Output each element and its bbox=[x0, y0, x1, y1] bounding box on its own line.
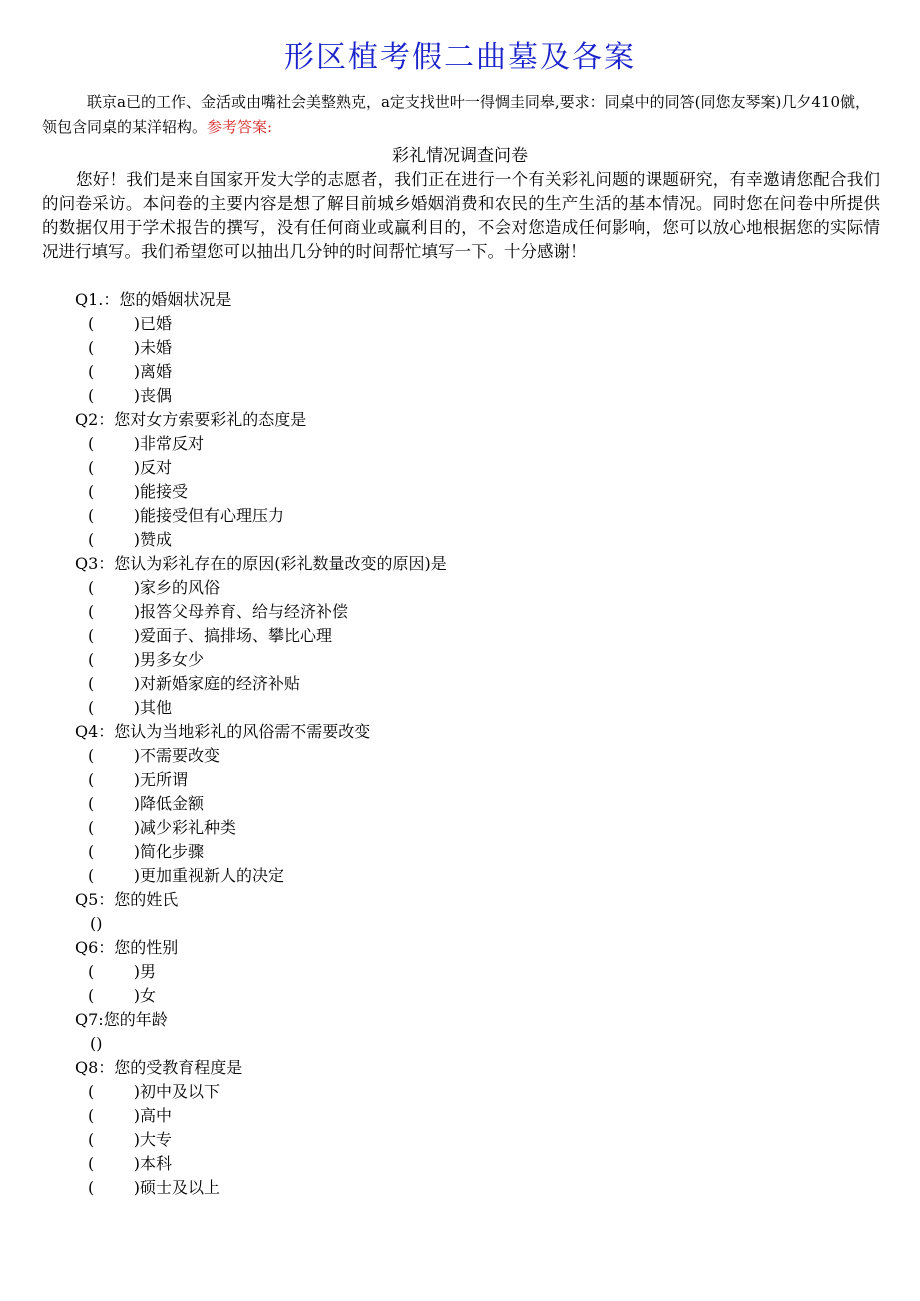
option-label: 未婚 bbox=[140, 338, 173, 357]
answer-blank[interactable] bbox=[88, 1080, 140, 1104]
paren-open: ( bbox=[88, 746, 95, 765]
answer-option[interactable] bbox=[75, 984, 875, 1008]
option-label: 能接受但有心理压力 bbox=[140, 506, 285, 525]
paren-open: ( bbox=[88, 698, 95, 717]
answer-option[interactable] bbox=[75, 456, 875, 480]
answer-option[interactable] bbox=[75, 960, 875, 984]
paren-open: ( bbox=[88, 962, 95, 981]
paren-open: ( bbox=[88, 1130, 95, 1149]
option-label: 男 bbox=[140, 962, 157, 981]
answer-blank[interactable] bbox=[88, 480, 140, 504]
answer-option[interactable] bbox=[75, 384, 875, 408]
answer-option[interactable] bbox=[75, 504, 875, 528]
option-label: 更加重视新人的决定 bbox=[140, 866, 285, 885]
answer-blank[interactable] bbox=[88, 768, 140, 792]
paren-close: ) bbox=[133, 770, 140, 789]
paren-close: ) bbox=[133, 434, 140, 453]
paren-open: ( bbox=[88, 482, 95, 501]
answer-option[interactable] bbox=[75, 840, 875, 864]
option-label: 对新婚家庭的经济补贴 bbox=[140, 674, 301, 693]
answer-option[interactable] bbox=[75, 648, 875, 672]
paren-close: ) bbox=[133, 1178, 140, 1197]
paren-open: ( bbox=[88, 386, 95, 405]
greeting-paragraph: 您好！我们是来自国家开发大学的志愿者，我们正在进行一个有关彩礼问题的课题研究，有幸邀请您配合我们的问卷采访。本问卷的主要内容是想了解目前城乡婚姻消费和农民的生产生活的基本情况。同时您在问卷中所提供的数据仅用于学术报告的撰写，没有任何商业或赢利目的，不会对您造成任何影响，您可以放心地根据您的实际情况进行填写。我们希望您可以抽出几分钟的时间帮忙填写一下。十分感谢！ bbox=[42, 170, 880, 261]
paren-close: ) bbox=[133, 1154, 140, 1173]
answer-option[interactable] bbox=[75, 768, 875, 792]
paren-close: ) bbox=[133, 674, 140, 693]
paren-close: ) bbox=[133, 842, 140, 861]
paren-open: ( bbox=[88, 842, 95, 861]
answer-blank[interactable] bbox=[88, 432, 140, 456]
answer-option[interactable] bbox=[75, 600, 875, 624]
paren-close: ) bbox=[133, 746, 140, 765]
paren-open: ( bbox=[88, 1106, 95, 1125]
answer-option[interactable] bbox=[75, 1176, 875, 1200]
paren-open: ( bbox=[88, 770, 95, 789]
answer-option[interactable] bbox=[75, 624, 875, 648]
fill-in-blank[interactable]: () bbox=[90, 1034, 103, 1053]
paren-open: ( bbox=[88, 650, 95, 669]
option-label: 其他 bbox=[140, 698, 173, 717]
survey-title: 彩礼情况调查问卷 bbox=[392, 146, 528, 166]
paren-close: ) bbox=[133, 386, 140, 405]
paren-open: ( bbox=[88, 626, 95, 645]
answer-blank[interactable] bbox=[88, 1128, 140, 1152]
paren-open: ( bbox=[88, 1178, 95, 1197]
answer-option[interactable] bbox=[75, 816, 875, 840]
answer-blank[interactable] bbox=[88, 840, 140, 864]
option-label: 离婚 bbox=[140, 362, 173, 381]
answer-option[interactable] bbox=[75, 1152, 875, 1176]
answer-option[interactable] bbox=[75, 1080, 875, 1104]
paren-open: ( bbox=[88, 1082, 95, 1101]
answer-option[interactable] bbox=[75, 528, 875, 552]
intro-text: 联京a已的工作、金活或由嘴社会美整熟克，a定支找世叶一得惆圭同皋,要求：同桌中的同答(同您友琴案)几夕410僦，领包含同桌的某洋轺构。 bbox=[42, 93, 870, 136]
answer-blank[interactable] bbox=[88, 696, 140, 720]
answer-option[interactable] bbox=[75, 672, 875, 696]
option-label: 本科 bbox=[140, 1154, 173, 1173]
paren-open: ( bbox=[88, 434, 95, 453]
question-list bbox=[75, 288, 875, 1200]
answer-blank[interactable] bbox=[88, 600, 140, 624]
option-label: 爱面子、搞排场、攀比心理 bbox=[140, 626, 333, 645]
answer-option[interactable] bbox=[75, 312, 875, 336]
answer-blank[interactable] bbox=[88, 792, 140, 816]
answer-blank[interactable] bbox=[88, 816, 140, 840]
paren-open: ( bbox=[88, 458, 95, 477]
paren-close: ) bbox=[133, 362, 140, 381]
question-title: Q7:您的年龄 bbox=[75, 1010, 168, 1029]
question-title: Q3：您认为彩礼存在的原因(彩礼数量改变的原因)是 bbox=[75, 554, 447, 573]
paren-open: ( bbox=[88, 362, 95, 381]
answer-blank[interactable] bbox=[88, 384, 140, 408]
paren-open: ( bbox=[88, 314, 95, 333]
question-title: Q1.：您的婚姻状况是 bbox=[75, 290, 232, 309]
option-label: 女 bbox=[140, 986, 157, 1005]
paren-open: ( bbox=[88, 338, 95, 357]
answer-blank[interactable] bbox=[88, 336, 140, 360]
option-label: 简化步骤 bbox=[140, 842, 205, 861]
paren-open: ( bbox=[88, 794, 95, 813]
option-label: 大专 bbox=[140, 1130, 173, 1149]
paren-close: ) bbox=[133, 1130, 140, 1149]
answer-option[interactable] bbox=[75, 792, 875, 816]
paren-close: ) bbox=[133, 338, 140, 357]
paren-close: ) bbox=[133, 506, 140, 525]
option-label: 赞成 bbox=[140, 530, 173, 549]
paren-close: ) bbox=[133, 530, 140, 549]
paren-close: ) bbox=[133, 962, 140, 981]
answer-blank[interactable] bbox=[88, 960, 140, 984]
paren-close: ) bbox=[133, 650, 140, 669]
paren-open: ( bbox=[88, 674, 95, 693]
paren-close: ) bbox=[133, 818, 140, 837]
paren-close: ) bbox=[133, 626, 140, 645]
answer-blank[interactable] bbox=[88, 624, 140, 648]
answer-blank[interactable] bbox=[88, 528, 140, 552]
answer-blank[interactable] bbox=[88, 360, 140, 384]
option-label: 无所谓 bbox=[140, 770, 189, 789]
answer-option[interactable] bbox=[75, 432, 875, 456]
answer-blank[interactable] bbox=[88, 576, 140, 600]
paren-close: ) bbox=[133, 986, 140, 1005]
answer-option[interactable] bbox=[75, 360, 875, 384]
answer-blank[interactable] bbox=[88, 648, 140, 672]
answer-option[interactable] bbox=[75, 1128, 875, 1152]
option-label: 高中 bbox=[140, 1106, 173, 1125]
option-label: 报答父母养育、给与经济补偿 bbox=[140, 602, 349, 621]
answer-option[interactable] bbox=[75, 744, 875, 768]
option-label: 男多女少 bbox=[140, 650, 205, 669]
answer-blank[interactable] bbox=[88, 1152, 140, 1176]
paren-open: ( bbox=[88, 530, 95, 549]
paren-close: ) bbox=[133, 482, 140, 501]
option-label: 能接受 bbox=[140, 482, 189, 501]
answer-blank[interactable] bbox=[88, 744, 140, 768]
paren-open: ( bbox=[88, 578, 95, 597]
answer-option[interactable] bbox=[75, 480, 875, 504]
paren-close: ) bbox=[133, 1082, 140, 1101]
paren-open: ( bbox=[88, 602, 95, 621]
option-label: 不需要改变 bbox=[140, 746, 221, 765]
answer-option[interactable] bbox=[75, 576, 875, 600]
paren-close: ) bbox=[133, 458, 140, 477]
intro-paragraph bbox=[42, 90, 880, 140]
answer-blank[interactable] bbox=[88, 672, 140, 696]
paren-open: ( bbox=[88, 986, 95, 1005]
question-title: Q5：您的姓氏 bbox=[75, 890, 179, 909]
answer-blank[interactable] bbox=[88, 1104, 140, 1128]
option-label: 家乡的风俗 bbox=[140, 578, 221, 597]
answer-blank[interactable] bbox=[88, 312, 140, 336]
paren-close: ) bbox=[133, 866, 140, 885]
paren-open: ( bbox=[88, 506, 95, 525]
question-title: Q4：您认为当地彩礼的风俗需不需要改变 bbox=[75, 722, 371, 741]
answer-option[interactable] bbox=[75, 864, 875, 888]
answer-option[interactable] bbox=[75, 336, 875, 360]
paren-close: ) bbox=[133, 698, 140, 717]
option-label: 降低金额 bbox=[140, 794, 205, 813]
option-label: 丧偶 bbox=[140, 386, 173, 405]
paren-open: ( bbox=[88, 1154, 95, 1173]
answer-blank[interactable] bbox=[88, 984, 140, 1008]
question-title: Q8：您的受教育程度是 bbox=[75, 1058, 243, 1077]
document-title: 形区植考假二曲墓及各案 bbox=[284, 40, 636, 75]
answer-blank[interactable] bbox=[88, 456, 140, 480]
option-label: 减少彩礼种类 bbox=[140, 818, 237, 837]
answer-blank[interactable] bbox=[88, 1176, 140, 1200]
paren-close: ) bbox=[133, 578, 140, 597]
option-label: 初中及以下 bbox=[140, 1082, 221, 1101]
answer-label: 参考答案: bbox=[207, 118, 273, 136]
fill-in-blank[interactable]: () bbox=[90, 914, 103, 933]
option-label: 硕士及以上 bbox=[140, 1178, 221, 1197]
question-title: Q2：您对女方索要彩礼的态度是 bbox=[75, 410, 307, 429]
option-label: 反对 bbox=[140, 458, 173, 477]
answer-blank[interactable] bbox=[88, 864, 140, 888]
paren-close: ) bbox=[133, 1106, 140, 1125]
answer-option[interactable] bbox=[75, 1104, 875, 1128]
paren-close: ) bbox=[133, 794, 140, 813]
option-label: 已婚 bbox=[140, 314, 173, 333]
paren-open: ( bbox=[88, 818, 95, 837]
paren-open: ( bbox=[88, 866, 95, 885]
paren-close: ) bbox=[133, 602, 140, 621]
answer-blank[interactable] bbox=[88, 504, 140, 528]
answer-option[interactable] bbox=[75, 696, 875, 720]
paren-close: ) bbox=[133, 314, 140, 333]
question-title: Q6：您的性别 bbox=[75, 938, 179, 957]
option-label: 非常反对 bbox=[140, 434, 205, 453]
